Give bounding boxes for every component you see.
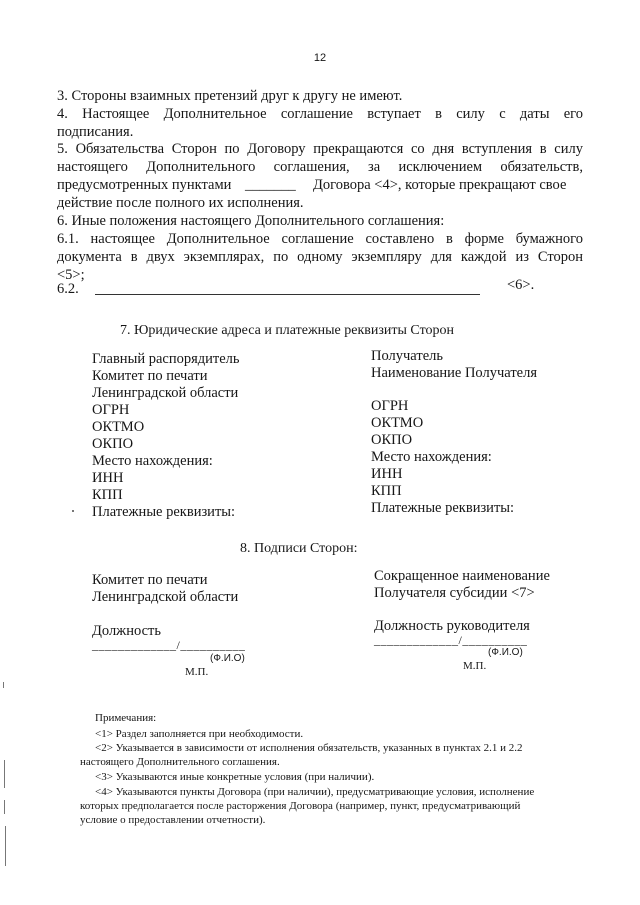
page-number: 12 [313, 52, 327, 64]
section-7-title: 7. Юридические адреса и платежные реквизиты Сторон [120, 323, 455, 338]
clause-4-line-2: подписания. [57, 124, 134, 140]
s7-left-line: КПП [92, 487, 123, 503]
clause-6-2-blank-line [95, 294, 480, 295]
s8-right-signature-line: _____________/__________ [374, 633, 528, 647]
s8-left-org-line-2: Ленинградской области [92, 589, 239, 605]
s7-right-line: ОГРН [371, 398, 409, 414]
s7-right-line: Получатель [371, 348, 443, 364]
clause-6-1-line-3: <5>; [57, 267, 85, 283]
scan-speck [3, 682, 4, 688]
clause-6-2-note: <6>. [507, 277, 535, 293]
s7-right-line: ОКПО [371, 432, 413, 448]
s8-left-fio: (Ф.И.О) [210, 653, 245, 664]
s8-left-org-line-1: Комитет по печати [92, 572, 208, 588]
note-4-line-3: условие о предоставлении отчетности). [80, 814, 266, 826]
clause-5-blank: _______ [245, 177, 296, 193]
clause-5-line-4: действие после полного их исполнения. [57, 195, 304, 211]
s7-left-line: ОГРН [92, 402, 130, 418]
note-4-line-1: <4> Указываются пункты Договора (при наличии), предусматривающие условия, исполнение [95, 786, 535, 798]
s7-left-line: ОКПО [92, 436, 134, 452]
clause-5-line-1: 5. Обязательства Сторон по Договору прекращаются со дня вступления в силу [57, 141, 583, 157]
note-2-line-1: <2> Указывается в зависимости от исполнения обязательств, указанных в пунктах 2.1 и 2.2 [95, 742, 523, 754]
note-2-line-2: настоящего Дополнительного соглашения. [80, 756, 280, 768]
s7-left-line: Главный распорядитель [92, 351, 240, 367]
clause-3: 3. Стороны взаимных претензий друг к другу не имеют. [57, 88, 403, 104]
note-3: <3> Указываются иные конкретные условия (при наличии). [95, 771, 375, 783]
s8-left-signature-line: _____________/__________ [92, 638, 246, 652]
note-4-line-2: которых предполагается после расторжения Договора (например, пункт, предусматривающий [80, 800, 521, 812]
s7-left-line: Комитет по печати [92, 368, 208, 384]
s8-right-stamp: М.П. [463, 660, 487, 672]
clause-6: 6. Иные положения настоящего Дополнительного соглашения: [57, 213, 445, 229]
s7-left-line: Платежные реквизиты: [92, 504, 236, 520]
s8-left-stamp: М.П. [185, 666, 209, 678]
s8-left-position: Должность [92, 623, 161, 639]
s8-right-fio: (Ф.И.О) [488, 647, 523, 658]
s7-left-line: Место нахождения: [92, 453, 213, 469]
note-1: <1> Раздел заполняется при необходимости. [95, 728, 304, 740]
clause-5-line-3c: Договора <4>, которые прекращают свое [313, 177, 567, 193]
scan-speck [4, 800, 5, 814]
s7-right-line: ОКТМО [371, 415, 424, 431]
clause-4-line-1: 4. Настоящее Дополнительное соглашение вступает в силу с даты его [57, 106, 583, 122]
s7-right-line: КПП [371, 483, 402, 499]
scan-speck [4, 760, 5, 788]
s8-right-position: Должность руководителя [374, 618, 530, 634]
clause-6-1-line-2: документа в двух экземплярах, по одному экземпляру для каждой из Сторон [57, 249, 583, 265]
s7-right-line: Наименование Получателя [371, 365, 538, 381]
clause-5-line-3a: предусмотренных пунктами [57, 177, 232, 193]
s8-right-org-line-1: Сокращенное наименование [374, 568, 550, 584]
s7-left-line: ИНН [92, 470, 124, 486]
section-8-title: 8. Подписи Сторон: [240, 541, 358, 556]
notes-heading: Примечания: [95, 712, 157, 724]
s7-right-line: Место нахождения: [371, 449, 492, 465]
s7-left-line: Ленинградской области [92, 385, 239, 401]
scan-speck [72, 510, 74, 512]
s7-right-line: Платежные реквизиты: [371, 500, 515, 516]
clause-5-line-2: настоящего Дополнительного соглашения, за исключением обязательств, [57, 159, 583, 175]
clause-6-2-label: 6.2. [57, 281, 79, 297]
s7-left-line: ОКТМО [92, 419, 145, 435]
s8-right-org-line-2: Получателя субсидии <7> [374, 585, 535, 601]
clause-6-1-line-1: 6.1. настоящее Дополнительное соглашение составлено в форме бумажного [57, 231, 583, 247]
s7-right-line: ИНН [371, 466, 403, 482]
scan-speck [5, 826, 6, 866]
